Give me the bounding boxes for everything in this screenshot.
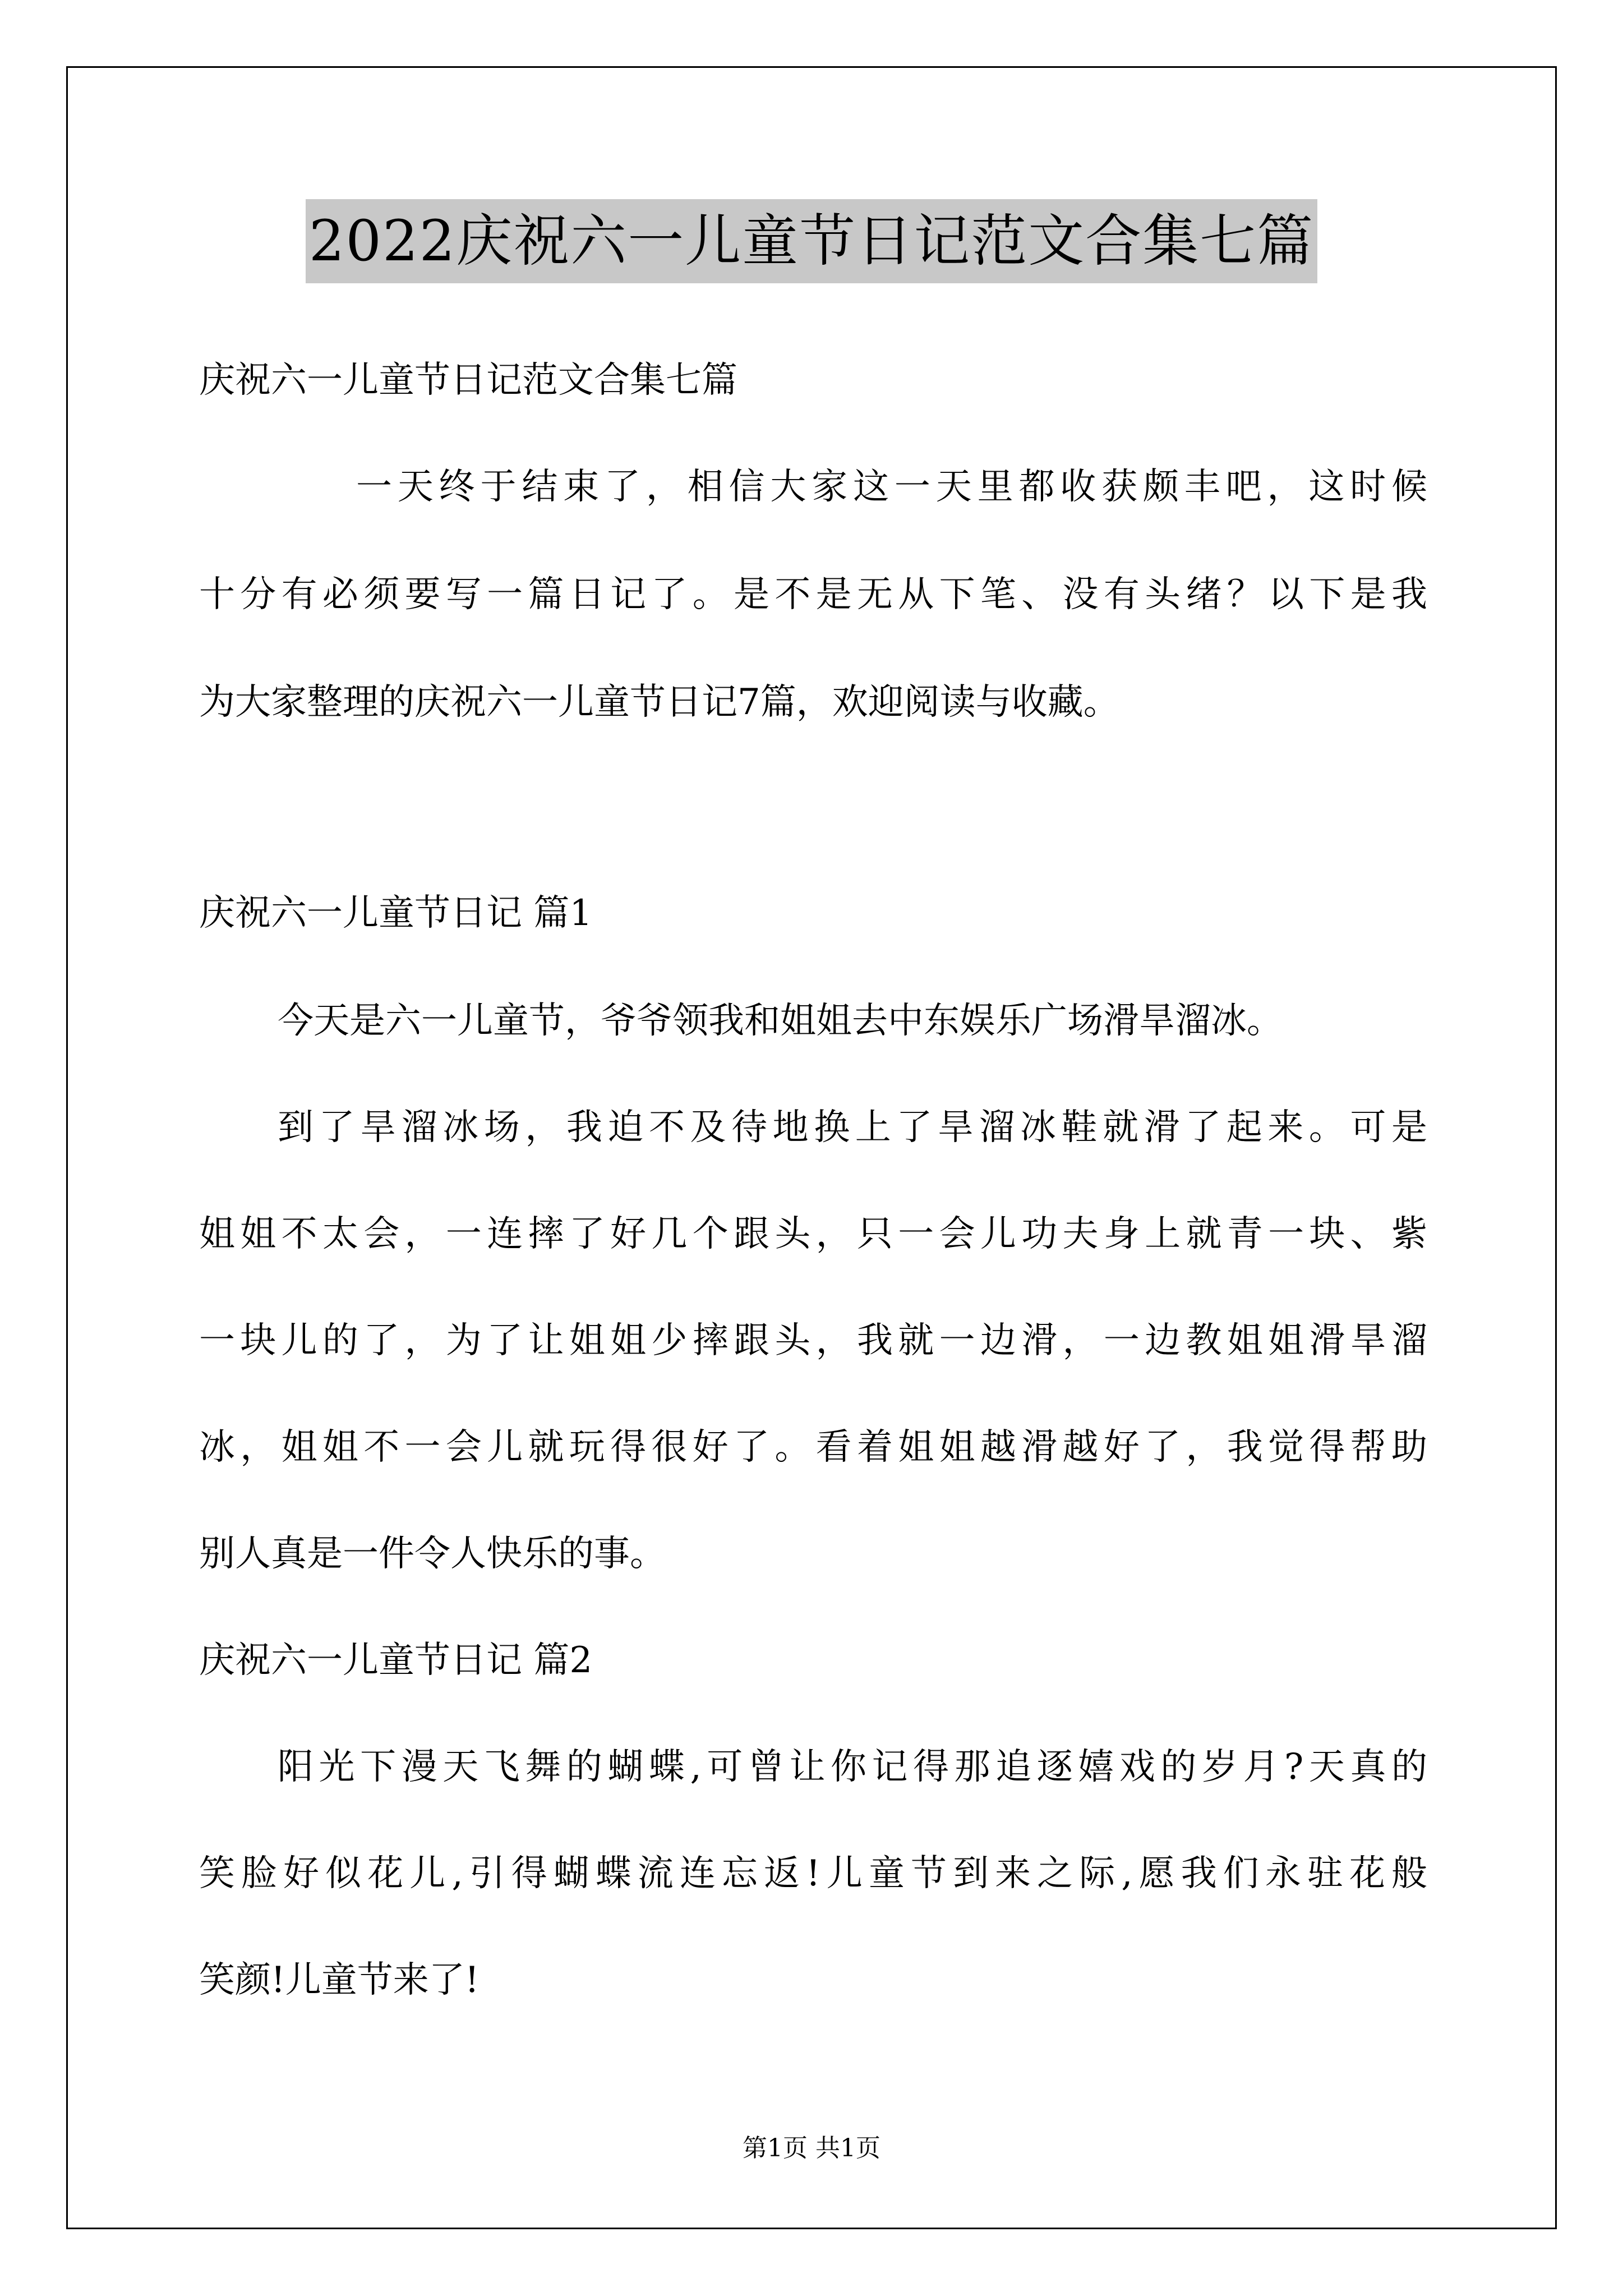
intro-line: 十分有必须要写一篇日记了。是不是无从下笔、没有头绪？以下是我 bbox=[199, 574, 1427, 615]
title-wrapper bbox=[0, 199, 1623, 283]
section-heading: 庆祝六一儿童节日记 篇1 bbox=[199, 892, 593, 934]
intro-line: 为大家整理的庆祝六一儿童节日记7篇，欢迎阅读与收藏。 bbox=[199, 682, 1119, 723]
paragraph-line: 到了旱溜冰场，我迫不及待地换上了旱溜冰鞋就滑了起来。可是 bbox=[278, 1107, 1427, 1148]
section-heading: 庆祝六一儿童节日记 篇2 bbox=[199, 1640, 593, 1681]
paragraph-line: 一块儿的了，为了让姐姐少摔跟头，我就一边滑，一边教姐姐滑旱溜 bbox=[199, 1320, 1427, 1361]
paragraph-line: 笑脸好似花儿,引得蝴蝶流连忘返!儿童节到来之际,愿我们永驻花般 bbox=[199, 1853, 1427, 1894]
paragraph-line: 今天是六一儿童节，爷爷领我和姐姐去中东娱乐广场滑旱溜冰。 bbox=[278, 1000, 1283, 1042]
paragraph-line: 姐姐不太会，一连摔了好几个跟头，只一会儿功夫身上就青一块、紫 bbox=[199, 1213, 1427, 1255]
paragraph-line: 别人真是一件令人快乐的事。 bbox=[199, 1533, 666, 1575]
paragraph-line: 阳光下漫天飞舞的蝴蝶,可曾让你记得那追逐嬉戏的岁月?天真的 bbox=[278, 1746, 1427, 1788]
document-subtitle: 庆祝六一儿童节日记范文合集七篇 bbox=[199, 360, 737, 401]
paragraph-line: 冰，姐姐不一会儿就玩得很好了。看着姐姐越滑越好了，我觉得帮助 bbox=[199, 1427, 1427, 1468]
document-title: 2022庆祝六一儿童节日记范文合集七篇 bbox=[306, 199, 1318, 283]
intro-line: 一天终于结束了，相信大家这一天里都收获颇丰吧，这时候 bbox=[356, 466, 1427, 508]
page-footer: 第1页 共1页 bbox=[743, 2134, 880, 2162]
paragraph-line: 笑颜!儿童节来了! bbox=[199, 1959, 479, 2001]
